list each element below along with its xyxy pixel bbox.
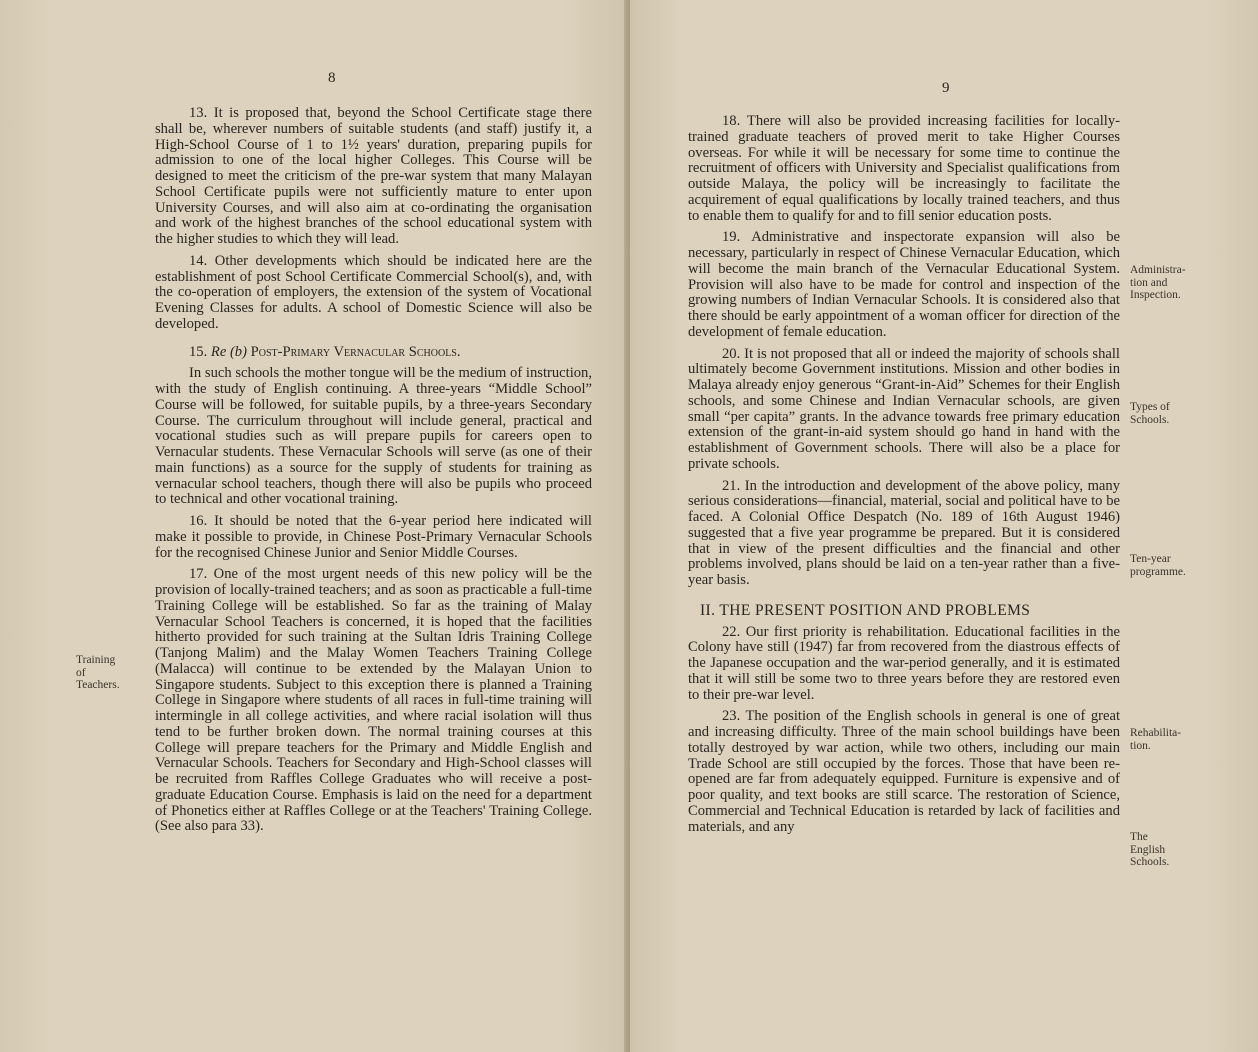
paragraph-16: 16. It should be noted that the 6-year period here indicated will make it possible to provide, in Chinese Post-Primary Vernacular Schools for the recognised Chinese Junior and Senior Middle Courses. bbox=[155, 513, 592, 561]
margin-note-administration: Administra- tion and Inspection. bbox=[1130, 264, 1186, 301]
paragraph-14: 14. Other developments which should be indicated here are the establishment of post School Certificate Commercial School(s), and, with the co-operation of employers, the extension of the system of Vocational Evening Classes for adults. A school of Domestic Science will also be developed. bbox=[155, 252, 592, 332]
right-page bbox=[630, 0, 1258, 1052]
paragraph-19: 19. Administrative and inspectorate expansion will also be necessary, particularly in respect of Chinese Vernacular Education, which will become the main branch of the Vernacular Educational System. Provision will also have to be made for control and inspection of the growing numbers of Indian Vernacular Schools. It is considered also that there should be early appointment of a woman officer for direction of the development of female education. bbox=[688, 229, 1120, 340]
heading-re: Re (b) bbox=[210, 343, 247, 360]
margin-note-english-schools: The English Schools. bbox=[1130, 831, 1170, 868]
heading-number: 15. bbox=[189, 343, 208, 360]
margin-note-training: Training of Teachers. bbox=[76, 654, 120, 691]
paragraph-13: 13. It is proposed that, beyond the School Certificate stage there shall be, wherever numbers of suitable students (and staff) justify it, a High-School Course of 1 to 1½ years' duration, preparing pupils for admission to one of the local higher Colleges. This Course will be designed to meet the criticism of the pre-war system that many Malayan School Certificate pupils were not sufficiently mature to enter upon University Courses, and will also aim at co-ordinating the organisation and work of the highest branches of the school educational system with the higher studies to which they will lead. bbox=[155, 105, 592, 247]
left-page bbox=[0, 0, 628, 1052]
paragraph-23: 23. The position of the English schools in general is one of great and increasing difficulty. Three of the main school buildings have been totally destroyed by war action, while two others, including our main Trade School are still occupied by the forces. Those that have been re-opened are far from adequately equipped. Furniture is expensive and of poor quality, and text books are still scarce. The restoration of Science, Commercial and Technical Education is retarded by lack of facilities and materials, and any bbox=[688, 708, 1120, 835]
paragraph-20: 20. It is not proposed that all or indeed the majority of schools shall ultimately become Government institutions. Mission and other bodies in Malaya already enjoy generous “Grant-in-Aid” Schemes for their English schools, and some Chinese and Indian Vernacular schools, are given small “per capita” grants. In the advance towards free primary education extension of the grant-in-aid system should go hand in hand with the establishment of Government schools. There will also be a place for private schools. bbox=[688, 345, 1120, 472]
left-text-column bbox=[155, 106, 592, 841]
margin-note-types-of-schools: Types of Schools. bbox=[1130, 401, 1170, 426]
page-number: 8 bbox=[328, 70, 336, 86]
heading-title: Post-Primary Vernacular Schools. bbox=[250, 343, 461, 360]
page-number: 9 bbox=[942, 80, 950, 96]
section-heading-15 bbox=[155, 345, 592, 361]
paragraph-17: 17. One of the most urgent needs of this new policy will be the provision of locally-trained teachers; and as soon as practicable a full-time Training College will be established. So far as the training of Malay Vernacular School Teachers is concerned, it is hoped that the facilities hitherto provided for such training at the Sultan Idris Training College (Tanjong Malim) and the Malay Women Teachers Training College (Malacca) will continue to be extended by the Malayan Union to Singapore students. Subject to this exception there is planned a Training College in Singapore where students of all races in full-time training will intermingle in all college activities, and where racial isolation will thus tend to be further broken down. The normal training courses at this College will prepare teachers for the Primary and Middle English and Vernacular Schools. Teachers for Secondary and High-School classes will be recruited from Raffles College Graduates who will receive a post-graduate Education Course. Emphasis is laid on the need for a department of Phonetics either at Raffles College or at the Teachers' Training College. (See also para 33). bbox=[155, 566, 592, 835]
paragraph-21: 21. In the introduction and development of the above policy, many serious considerations—financial, material, social and political have to be faced. A Colonial Office Despatch (No. 189 of 16th August 1946) suggested that a five year programme be prepared. But it is considered that in view of the present difficulties and the financial and other problems involved, plans should be laid on a ten-year rather than a five-year basis. bbox=[688, 477, 1120, 588]
paragraph-22: 22. Our first priority is rehabilitation. Educational facilities in the Colony have still (1947) far from recovered from the diastrous effects of the Japanese occupation and the war-period generally, and it is estimated that it will still be some two to three years before they are restored even to their pre-war level. bbox=[688, 623, 1120, 703]
right-text-column bbox=[688, 114, 1120, 841]
margin-note-ten-year: Ten-year programme. bbox=[1130, 553, 1186, 578]
paragraph-15-body: In such schools the mother tongue will be the medium of instruction, with the study of English continuing. A three-years “Middle School” Course will be followed, for suitable pupils, by a three-years Secondary Course. The curriculum throughout will include general, practical and vocational studies such as will prepare pupils for careers open to Vernacular students. These Vernacular Schools will serve (as one of their main functions) as a source for the supply of students for training as vernacular school teachers, though there will also be pupils who proceed to technical and other vocational training. bbox=[155, 365, 592, 508]
margin-note-rehabilitation: Rehabilita- tion. bbox=[1130, 727, 1182, 752]
section-heading-ii: II. THE PRESENT POSITION AND PROBLEMS bbox=[700, 601, 1031, 619]
paragraph-18: 18. There will also be provided increasing facilities for locally-trained graduate teachers of proved merit to take Higher Courses overseas. For while it will be necessary for some time to continue the recruitment of officers with University and Specialist qualifications from outside Malaya, the policy will be increasingly to facilitate the acquirement of equal qualifications by locally trained teachers, and thus to enable them to qualify for and to fill senior education posts. bbox=[688, 113, 1120, 224]
